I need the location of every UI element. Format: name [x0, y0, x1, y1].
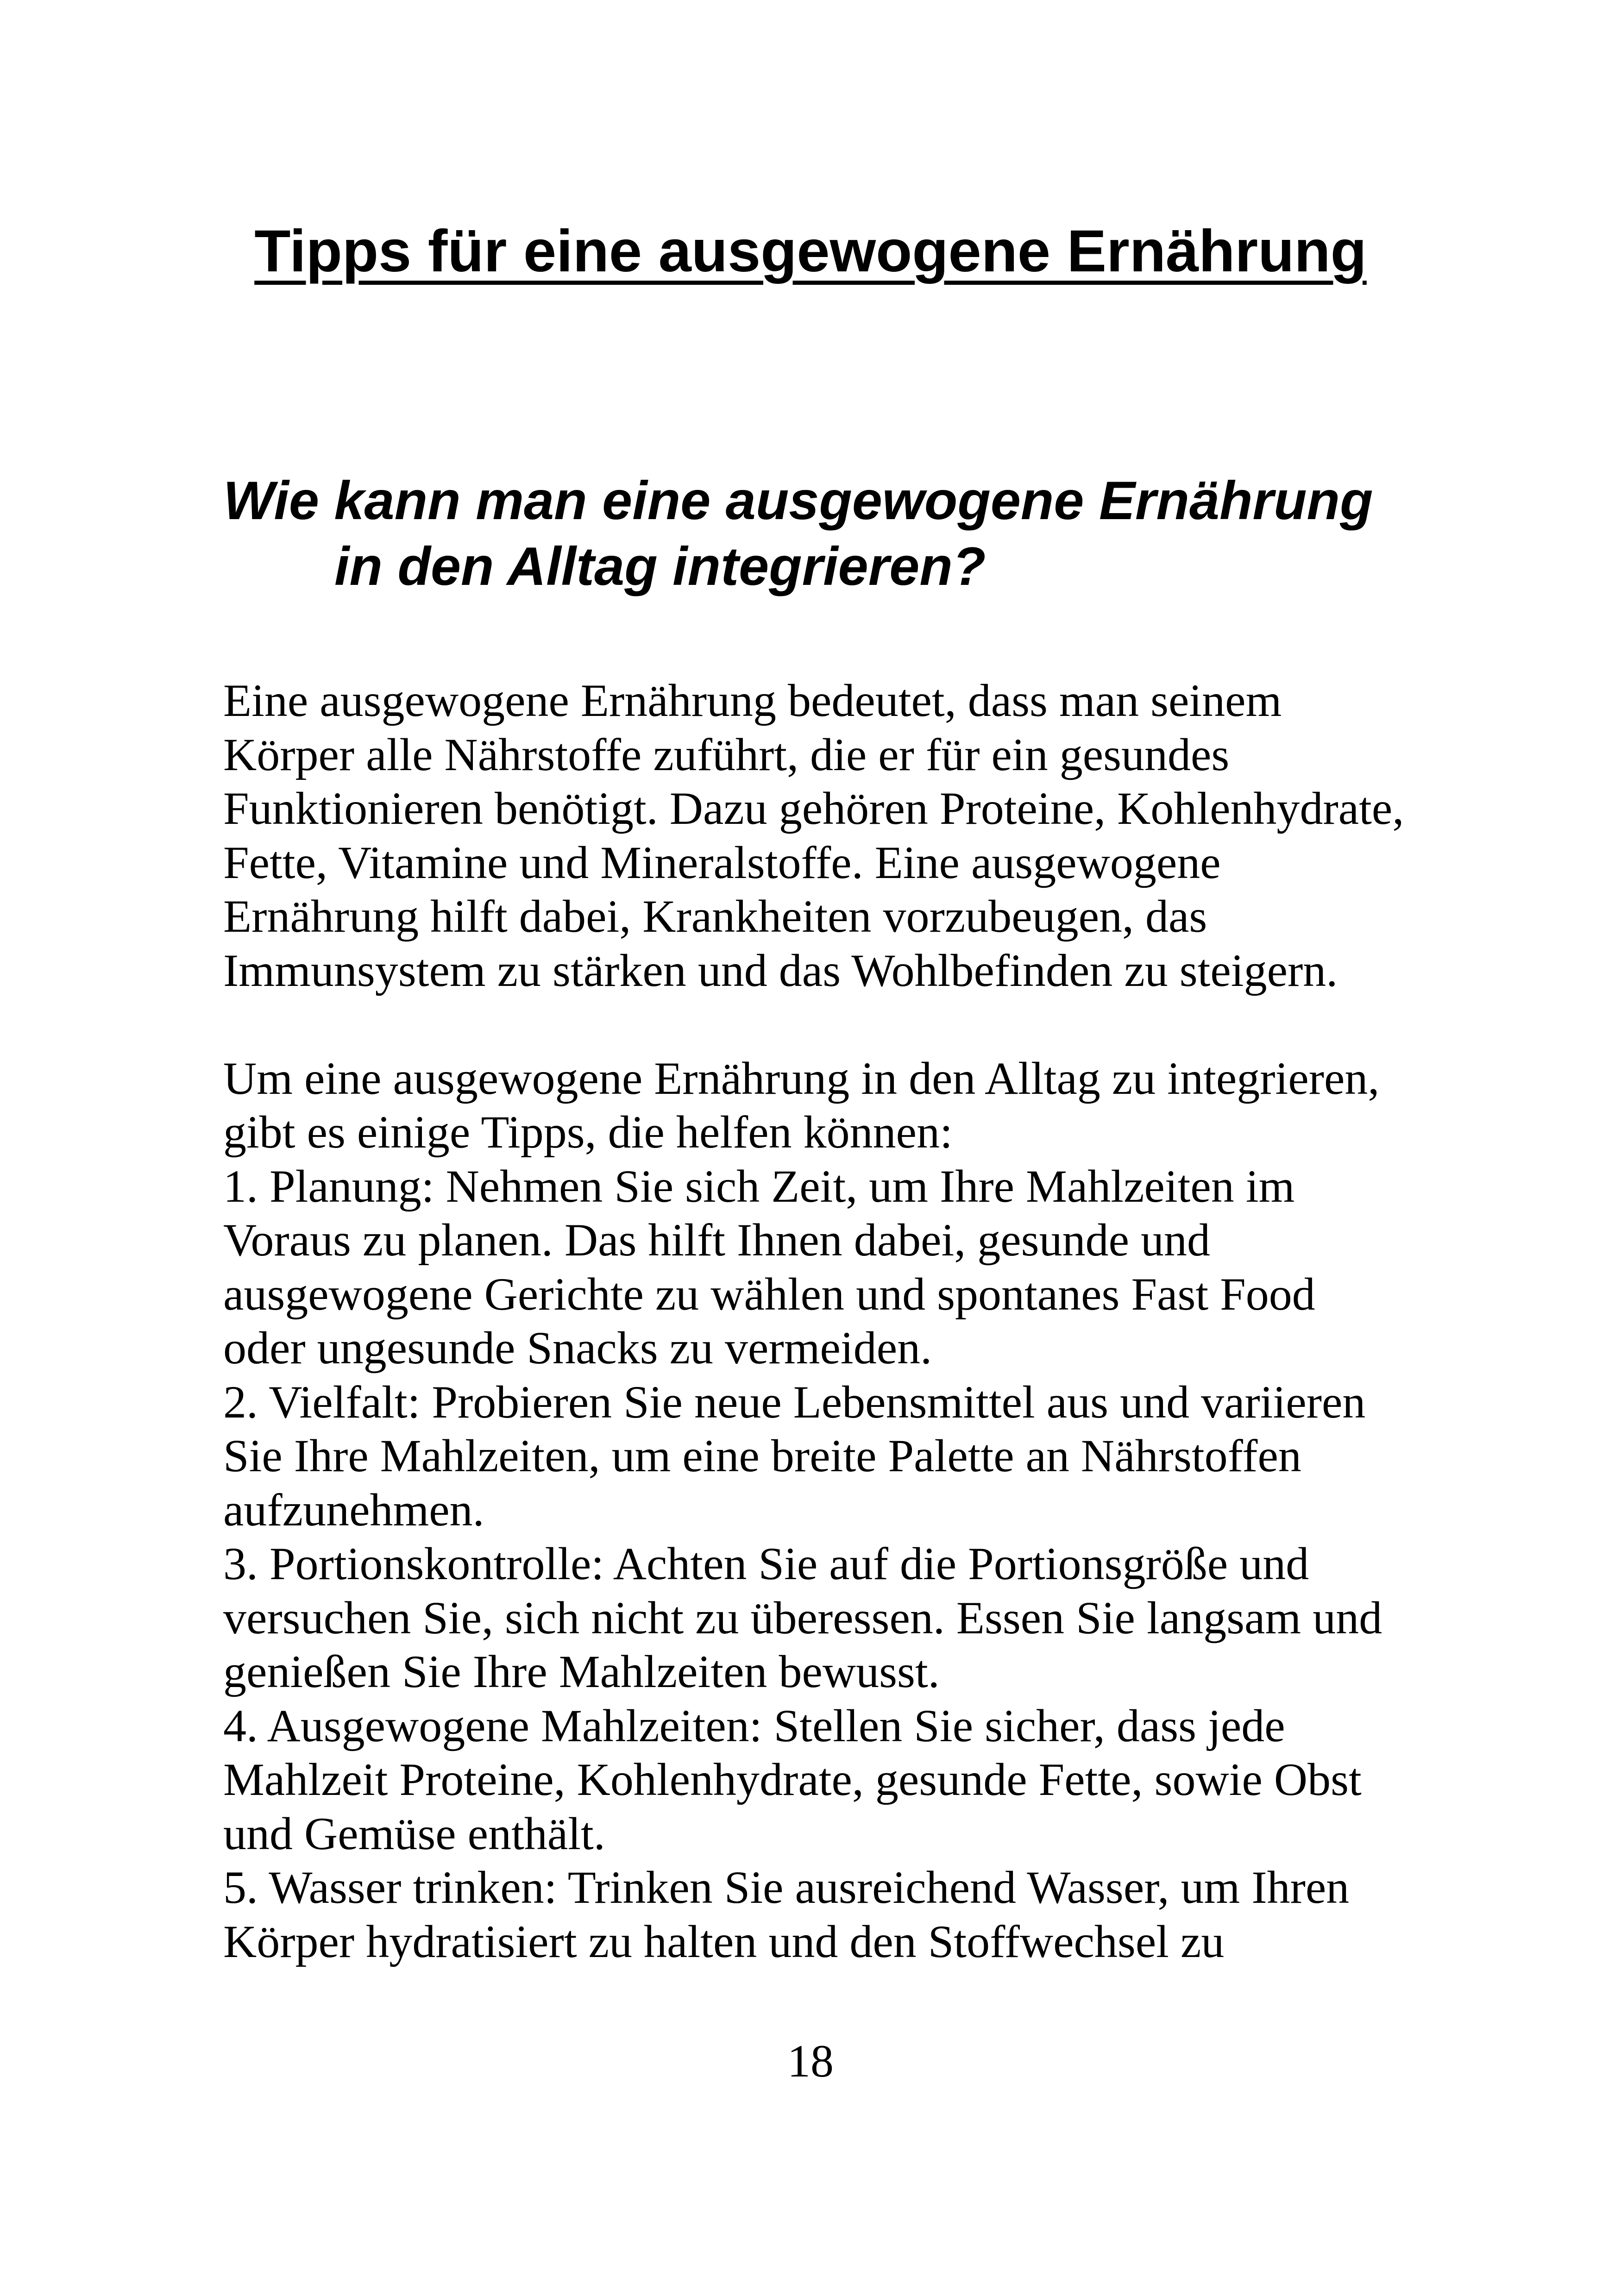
text-line: genießen Sie Ihre Mahlzeiten bewusst.: [223, 1646, 940, 1697]
text-line: Ernährung hilft dabei, Krankheiten vorzubeugen, das: [223, 891, 1207, 942]
text-line: Mahlzeit Proteine, Kohlenhydrate, gesunde Fette, sowie Obst: [223, 1754, 1362, 1805]
text-line: Funktionieren benötigt. Dazu gehören Proteine, Kohlenhydrate,: [223, 783, 1404, 834]
text-line: 3. Portionskontrolle: Achten Sie auf die Portionsgröße und: [223, 1538, 1309, 1589]
text-line: und Gemüse enthält.: [223, 1807, 605, 1859]
page-number: 18: [787, 2035, 834, 2087]
chapter-title: Tipps für eine ausgewogene Ernährung: [254, 218, 1367, 284]
text-line: Körper alle Nährstoffe zuführt, die er für ein gesundes: [223, 728, 1230, 780]
text-line: Voraus zu planen. Das hilft Ihnen dabei, gesunde und: [223, 1214, 1210, 1266]
section-heading: [223, 468, 1427, 599]
section-heading-line-1: Wie kann man eine ausgewogene Ernährung: [223, 470, 1373, 531]
paragraph-intro: [223, 674, 1437, 997]
text-line: Eine ausgewogene Ernährung bedeutet, dass man seinem: [223, 675, 1282, 726]
text-line: Körper hydratisiert zu halten und den Stoffwechsel zu: [223, 1915, 1225, 1967]
text-line: 5. Wasser trinken: Trinken Sie ausreichend Wasser, um Ihren: [223, 1862, 1350, 1913]
text-line: Immunsystem zu stärken und das Wohlbefinden zu steigern.: [223, 944, 1338, 996]
text-line: 1. Planung: Nehmen Sie sich Zeit, um Ihre Mahlzeiten im: [223, 1160, 1295, 1212]
text-line: 2. Vielfalt: Probieren Sie neue Lebensmittel aus und variieren: [223, 1376, 1366, 1428]
text-line: gibt es einige Tipps, die helfen können:: [223, 1106, 953, 1158]
body-text: [223, 674, 1437, 1969]
text-line: Um eine ausgewogene Ernährung in den Alltag zu integrieren,: [223, 1052, 1380, 1104]
text-line: Fette, Vitamine und Mineralstoffe. Eine ausgewogene: [223, 836, 1221, 888]
text-line: aufzunehmen.: [223, 1484, 484, 1536]
text-line: versuchen Sie, sich nicht zu überessen. Essen Sie langsam und: [223, 1592, 1382, 1644]
text-line: ausgewogene Gerichte zu wählen und spontanes Fast Food: [223, 1268, 1315, 1320]
section-heading-line-2: in den Alltag integrieren?: [334, 536, 986, 596]
text-line: Sie Ihre Mahlzeiten, um eine breite Palette an Nährstoffen: [223, 1430, 1301, 1481]
text-line: 4. Ausgewogene Mahlzeiten: Stellen Sie sicher, dass jede: [223, 1700, 1285, 1751]
paragraph-gap: [223, 997, 1437, 1052]
text-line: oder ungesunde Snacks zu vermeiden.: [223, 1322, 932, 1374]
paragraph-tips: [223, 1052, 1437, 1969]
